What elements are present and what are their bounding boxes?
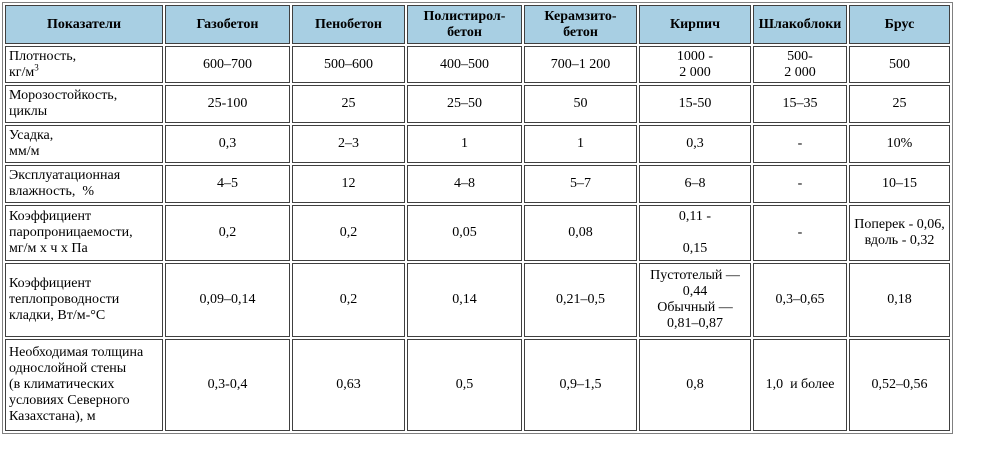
table-cell: - [753, 125, 847, 163]
row-label: Усадка, мм/м [5, 125, 163, 163]
table-cell: 0,2 [165, 205, 290, 261]
table-row [5, 85, 950, 123]
table-cell: 0,3 [165, 125, 290, 163]
table-row [5, 205, 950, 261]
table-cell: 5–7 [524, 165, 637, 203]
table-cell: 0,2 [292, 263, 405, 337]
table-cell: 0,52–0,56 [849, 339, 950, 431]
table-cell: 50 [524, 85, 637, 123]
table-cell: 0,63 [292, 339, 405, 431]
table-cell: - [753, 205, 847, 261]
table-cell: 15-50 [639, 85, 751, 123]
table-cell: 0,08 [524, 205, 637, 261]
table-cell: Поперек - 0,06, вдоль - 0,32 [849, 205, 950, 261]
row-label: Коэффициент теплопроводности кладки, Вт/м-°С [5, 263, 163, 337]
row-label: Эксплуатационная влажность, % [5, 165, 163, 203]
header-cell-indicators: Показатели [5, 5, 163, 44]
table-cell: 0,3 [639, 125, 751, 163]
table-cell: 0,05 [407, 205, 522, 261]
header-cell-cinder-block: Шлакоблоки [753, 5, 847, 44]
table-cell: 1,0 и более [753, 339, 847, 431]
table-cell: 0,21–0,5 [524, 263, 637, 337]
table-cell: 1 [524, 125, 637, 163]
table-cell: 25 [292, 85, 405, 123]
table-cell: 10% [849, 125, 950, 163]
header-row [5, 5, 950, 44]
table-cell: 0,14 [407, 263, 522, 337]
row-label: Плотность, $кг/м^3$ [5, 46, 163, 83]
table-cell: 0,09–0,14 [165, 263, 290, 337]
row-label: Морозостойкость, циклы [5, 85, 163, 123]
table-cell: 400–500 [407, 46, 522, 83]
table-cell: 600–700 [165, 46, 290, 83]
row-label: Коэффициент паропроницаемости, мг/м х ч х Па [5, 205, 163, 261]
table-cell: 0,3–0,65 [753, 263, 847, 337]
table-cell: 15–35 [753, 85, 847, 123]
header-cell-expanded-clay-concrete: Керамзито-бетон [524, 5, 637, 44]
table-row [5, 263, 950, 337]
table-cell: 2–3 [292, 125, 405, 163]
table-cell: 0,18 [849, 263, 950, 337]
table-cell: 500–600 [292, 46, 405, 83]
table-cell: 0,8 [639, 339, 751, 431]
table-row [5, 125, 950, 163]
table-cell: - [753, 165, 847, 203]
table-row [5, 165, 950, 203]
table-cell: 10–15 [849, 165, 950, 203]
header-cell-foam-concrete: Пенобетон [292, 5, 405, 44]
table-cell: Пустотелый — 0,44 Обычный — 0,81–0,87 [639, 263, 751, 337]
table-cell: 4–8 [407, 165, 522, 203]
header-cell-polystyrene-concrete: Полистирол-бетон [407, 5, 522, 44]
table-cell: 6–8 [639, 165, 751, 203]
table-cell: 0,9–1,5 [524, 339, 637, 431]
table-cell: 0,11 - 0,15 [639, 205, 751, 261]
table-cell: 12 [292, 165, 405, 203]
table-cell: 1 [407, 125, 522, 163]
table-cell: 0,3-0,4 [165, 339, 290, 431]
header-cell-timber: Брус [849, 5, 950, 44]
table-row [5, 46, 950, 83]
row-label: Необходимая толщина однослойной стены (в климатических условиях Северного Казахстана), м [5, 339, 163, 431]
table-cell: 1000 - 2 000 [639, 46, 751, 83]
header-cell-brick: Кирпич [639, 5, 751, 44]
table-cell: 0,2 [292, 205, 405, 261]
table-cell: 25-100 [165, 85, 290, 123]
table-cell: 500- 2 000 [753, 46, 847, 83]
properties-table [2, 2, 953, 434]
header-cell-aerated-concrete: Газобетон [165, 5, 290, 44]
table-cell: 0,5 [407, 339, 522, 431]
table-cell: 4–5 [165, 165, 290, 203]
table-cell: 25–50 [407, 85, 522, 123]
table-cell: 500 [849, 46, 950, 83]
table-cell: 25 [849, 85, 950, 123]
table-row [5, 339, 950, 431]
table-cell: 700–1 200 [524, 46, 637, 83]
